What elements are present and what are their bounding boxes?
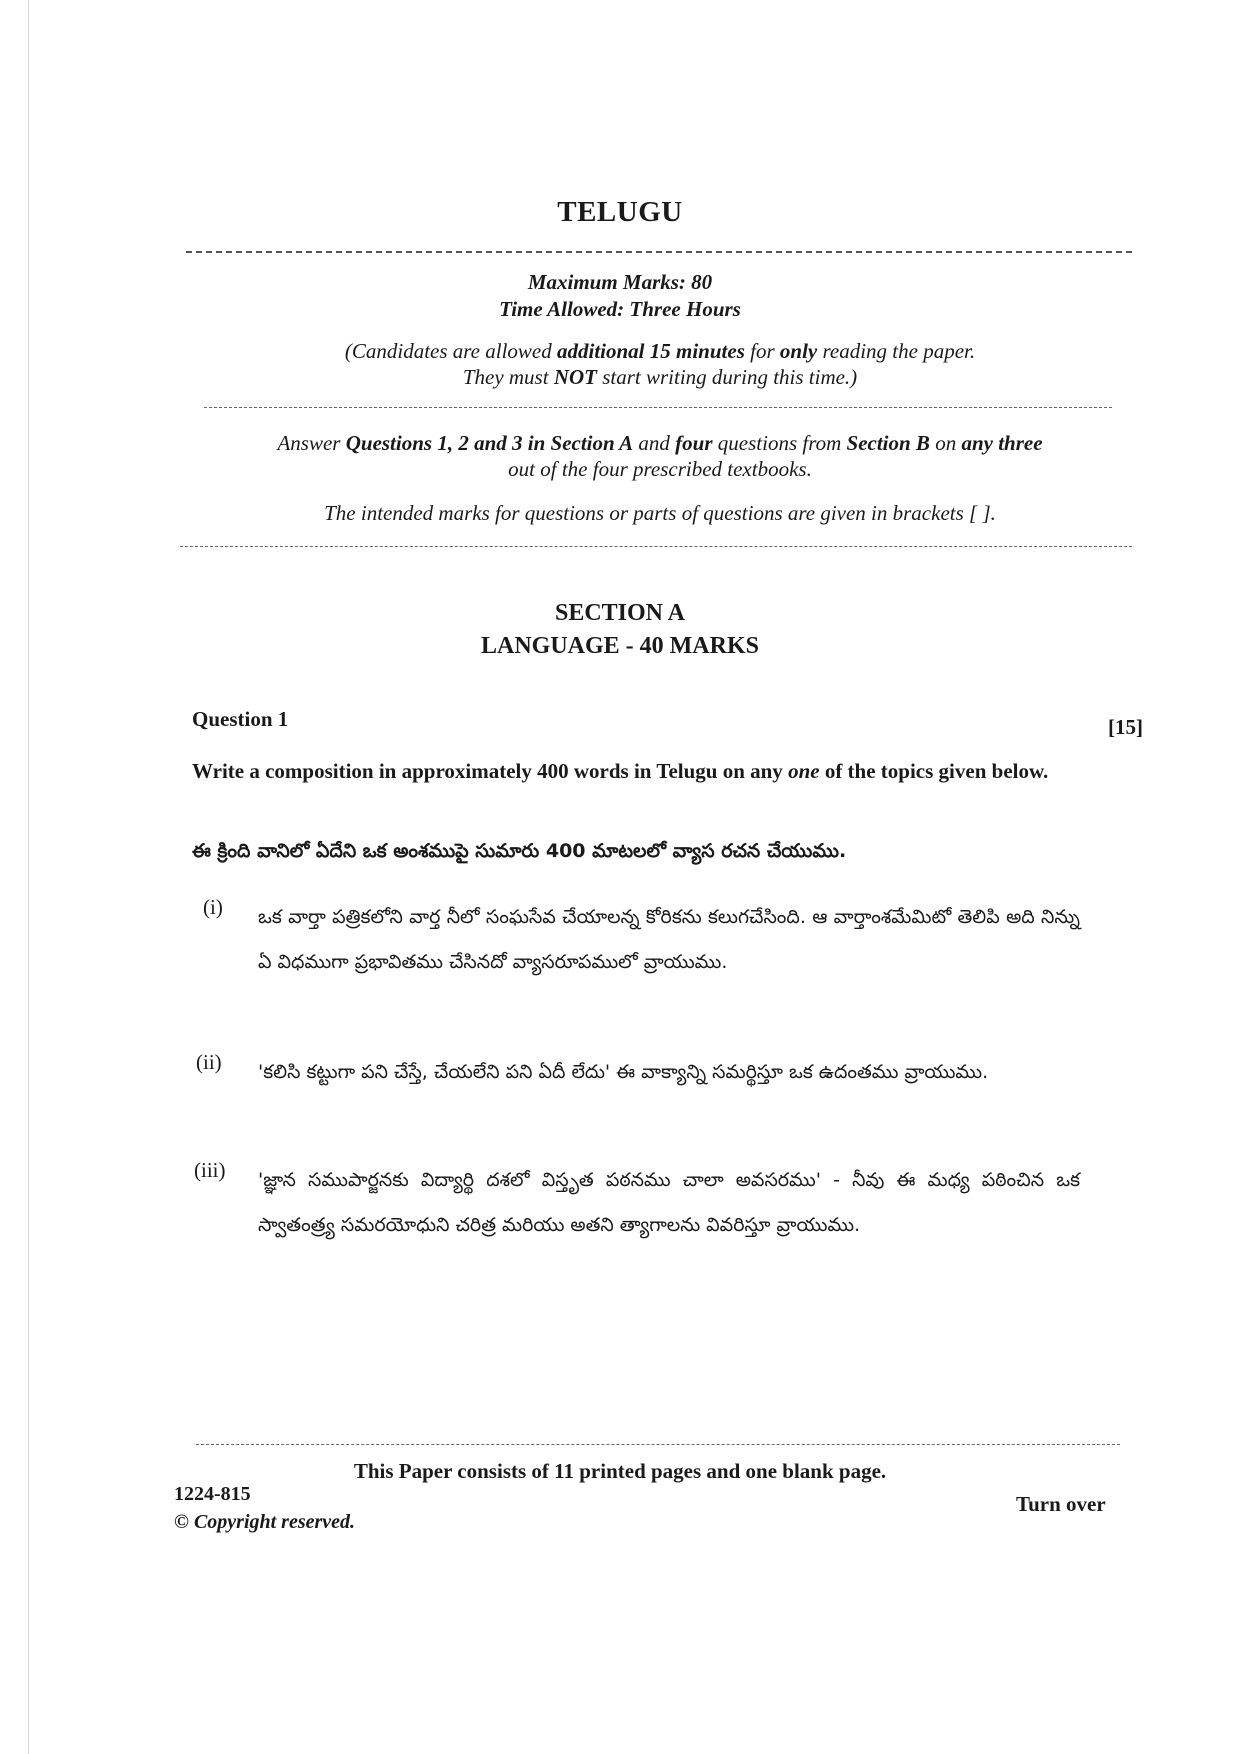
question-label: Question 1: [192, 707, 289, 731]
max-marks: Maximum Marks: 80: [527, 270, 713, 294]
option-text: 'జ్ఞాన సముపార్జనకు విద్యార్థి దశలో విస్తృత పఠనము చాలా అవసరము' - నీవు ఈ మధ్య పఠించిన ఒక స్వాతంత్ర్య సమరయోధుని చరిత్ర మరియు అతని త్యాగాలను వివరిస్తూ వ్రాయుము.: [258, 1169, 1080, 1236]
divider: [196, 1444, 1120, 1445]
answer-instruction: Answer Questions 1, 2 and 3 in Section A and four questions from Section B on any three out of the four prescribed textbooks.: [277, 431, 1043, 481]
telugu-instruction: ఈ క్రింది వానిలో ఏదేని ఒక అంశముపై సుమారు 400 మాటలలో వ్యాస రచన చేయుము.: [192, 840, 847, 862]
turn-over: Turn over: [1016, 1492, 1106, 1516]
time-allowed: Time Allowed: Three Hours: [499, 297, 741, 321]
pages-note: This Paper consists of 11 printed pages and one blank page.: [353, 1459, 887, 1483]
paper-code: 1224-815: [174, 1483, 251, 1505]
divider: [180, 546, 1132, 547]
paper-title: TELUGU: [557, 196, 683, 228]
option-number: (iii): [194, 1158, 226, 1182]
marks-note: The intended marks for questions or parts of questions are given in brackets [ ].: [324, 501, 996, 525]
option-text: 'కలిసి కట్టుగా పని చేస్తే, చేయలేని పని ఏదీ లేదు' ఈ వాక్యాన్ని సమర్థిస్తూ ఒక ఉదంతము వ్రాయుము.: [258, 1061, 989, 1083]
reading-note: (Candidates are allowed additional 15 minutes for only reading the paper. They must NOT start writing during this time.): [344, 339, 976, 389]
page-edge: [28, 0, 29, 1754]
copyright: © Copyright reserved.: [174, 1511, 356, 1533]
option-text: ఒక వార్తా పత్రికలోని వార్త నీలో సంఘసేవ చేయాలన్న కోరికను కలుగచేసింది. ఆ వార్తాంశమేమిటో తెలిపి అది నిన్ను ఏ విధముగా ప్రభావితము చేసినదో వ్యాసరూపములో వ్రాయుము.: [258, 906, 1080, 973]
divider: [204, 407, 1112, 408]
question-marks: [15]: [1108, 715, 1143, 739]
divider: [186, 251, 1132, 253]
option-number: (ii): [196, 1050, 222, 1074]
section-subheading: LANGUAGE - 40 MARKS: [480, 633, 759, 659]
option-number: (i): [203, 895, 223, 919]
question-instruction: Write a composition in approximately 400 words in Telugu on any one of the topics given below.: [192, 759, 1049, 783]
section-heading: SECTION A: [554, 600, 686, 626]
